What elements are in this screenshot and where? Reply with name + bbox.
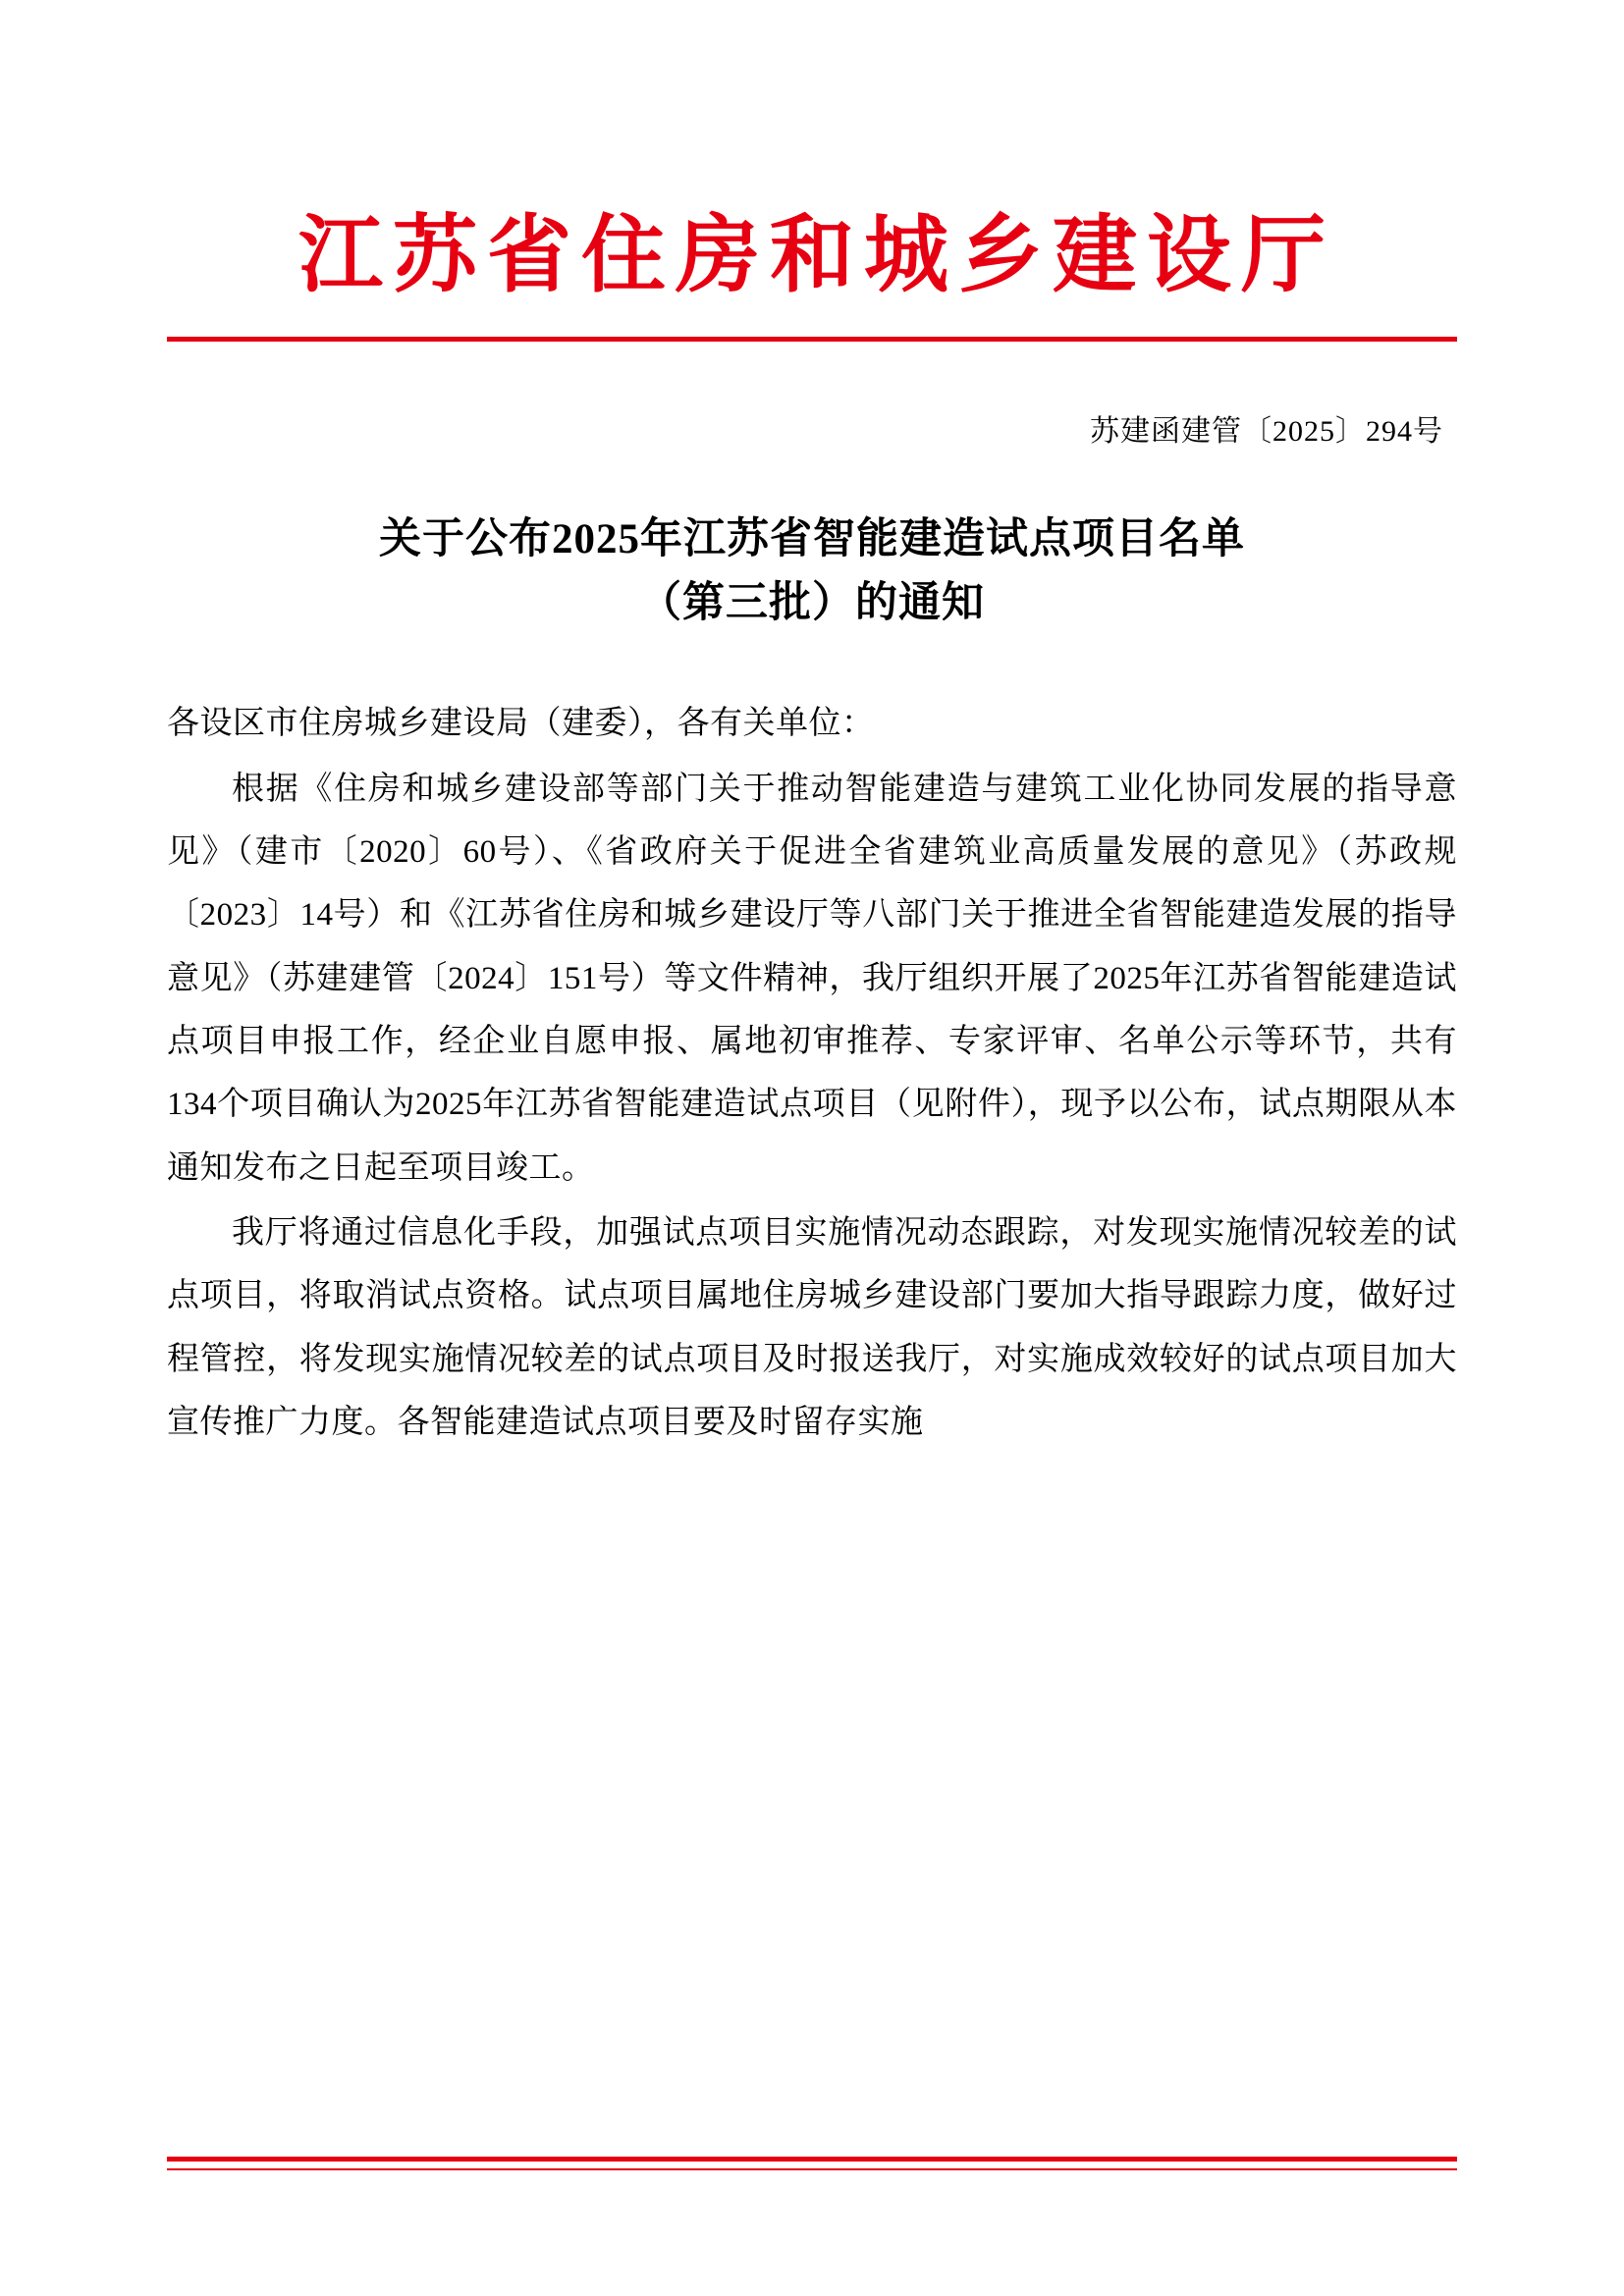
issuing-organization-title: 江苏省住房和城乡建设厅 [298,205,1335,304]
masthead [167,0,1457,342]
page-title-line-2: （第三批）的通知 [639,579,985,626]
footer-divider-thin [167,2168,1457,2170]
document-body [167,692,1457,1454]
document-number-row [167,406,1457,450]
salutation: 各设区市住房城乡建设局（建委），各有关单位： [167,706,875,742]
page-title-line-1: 关于公布2025年江苏省智能建造试点项目名单 [379,516,1245,563]
body-paragraph-1: 根据《住房和城乡建设部等部门关于推动智能建造与建筑工业化协同发展的指导意见》（建市〔2020〕60号）、《省政府关于促进全省建筑业高质量发展的意见》（苏政规〔2023〕14号）和《江苏省住房和城乡建设厅等八部门关于推进全省智能建造发展的指导意见》（苏建建管〔2024〕151号）等文件精神，我厅组织开展了2025年江苏省智能建造试点项目申报工作，经企业自愿申报、属地初审推荐、专家评审、名单公示等环节，共有134个项目确认为2025年江苏省智能建造试点项目（见附件），现予以公布，试点期限从本通知发布之日起至项目竣工。 [167,771,1457,1186]
page-title [167,508,1457,635]
footer-divider-thick [167,2157,1457,2162]
body-paragraph-2: 我厅将通过信息化手段，加强试点项目实施情况动态跟踪，对发现实施情况较差的试点项目，将取消试点资格。试点项目属地住房城乡建设部门要加大指导跟踪力度，做好过程管控，将发现实施情况较差的试点项目及时报送我厅，对实施成效较好的试点项目加大宣传推广力度。各智能建造试点项目要及时留存实施 [167,1215,1457,1441]
footer-divider [167,2157,1457,2170]
masthead-divider [167,337,1457,342]
document-number: 苏建函建管〔2025〕294号 [1090,415,1443,449]
